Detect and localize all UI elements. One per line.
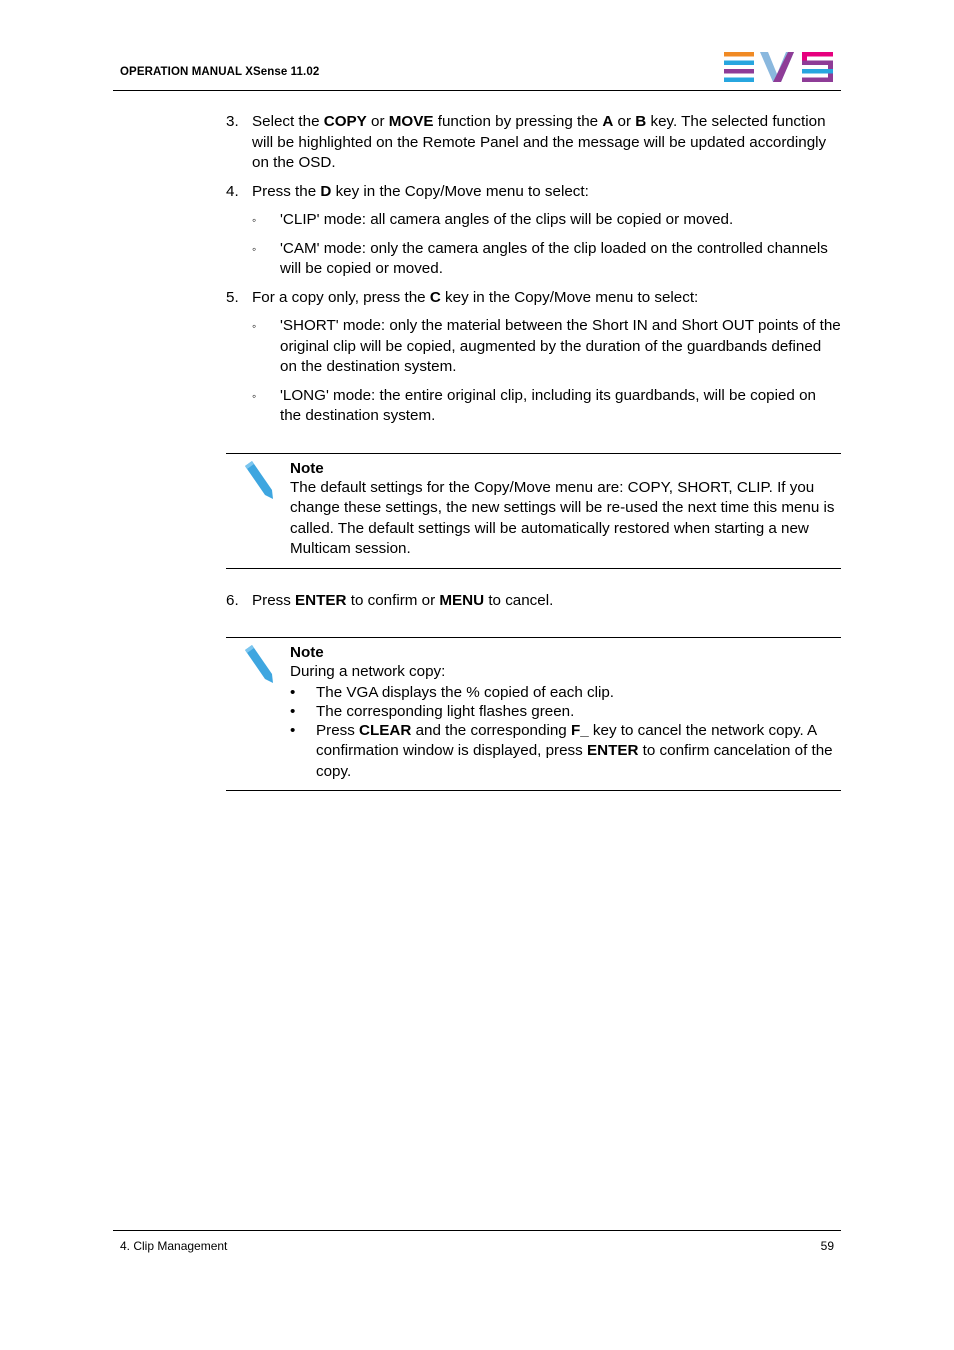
step-text: Press xyxy=(252,591,296,609)
step-6 xyxy=(226,591,841,612)
note-title: Note xyxy=(290,644,324,661)
step-3 xyxy=(226,112,841,174)
step-5 xyxy=(226,288,841,309)
key-c: C xyxy=(429,288,441,306)
key-b: B xyxy=(635,113,647,130)
bullet-dot: • xyxy=(290,702,296,720)
step-number: 5. xyxy=(226,288,239,306)
note-bullet-item xyxy=(290,702,841,721)
step-number: 6. xyxy=(226,591,239,609)
pencil-note-icon xyxy=(242,644,276,684)
chapter-label: 4. Clip Management xyxy=(120,1239,228,1253)
note-box-default-settings xyxy=(226,453,841,569)
note-item-text: The VGA displays the % copied of each clip. xyxy=(316,683,615,701)
sub-item-long-mode xyxy=(226,386,841,427)
note-item-text: key to cancel the network copy. A confirmation window is displayed, press xyxy=(316,721,817,759)
sub-item-text: 'CLIP' mode: all camera angles of the clips will be copied or moved. xyxy=(280,211,734,228)
sub-item-text: 'SHORT' mode: only the material between the Short IN and Short OUT points of the original clip will be copied, augmented by the duration of the guardbands defined on the destination system. xyxy=(280,317,841,375)
note-item-text: to confirm cancelation of the copy. xyxy=(316,742,833,780)
note-intro: During a network copy: xyxy=(290,663,446,680)
note-item-text: Press xyxy=(316,721,360,739)
key-clear: CLEAR xyxy=(359,721,412,739)
key-enter: ENTER xyxy=(586,742,639,759)
page-number: 59 xyxy=(820,1239,834,1253)
step-text: key in the Copy/Move menu to select: xyxy=(440,288,699,306)
document-title: OPERATION MANUAL XSense 11.02 xyxy=(120,66,320,78)
note-bullet-item xyxy=(290,683,841,702)
key-move: MOVE xyxy=(388,113,434,130)
sub-bullet: ◦ xyxy=(252,241,257,256)
pencil-note-icon xyxy=(242,460,276,500)
key-a: A xyxy=(602,113,614,130)
page-content xyxy=(226,112,841,813)
step-text: or xyxy=(366,113,389,130)
sub-bullet: ◦ xyxy=(252,319,257,333)
page-header xyxy=(113,50,841,91)
step-text: Press the xyxy=(252,182,321,200)
step-text: For a copy only, press the xyxy=(252,288,430,306)
sub-item-text: 'LONG' mode: the entire original clip, including its guardbands, will be copied on the destination system. xyxy=(280,386,816,424)
sub-item-text: 'CAM' mode: only the camera angles of the clip loaded on the controlled channels will be copied or moved. xyxy=(280,239,828,277)
sub-item-short-mode xyxy=(226,316,841,378)
step-text: or xyxy=(613,113,636,130)
evs-logo xyxy=(724,52,834,82)
note-text: The default settings for the Copy/Move menu are: COPY, SHORT, CLIP. If you change these settings, the new settings will be re-used the next time this menu is called. The default settings will be automatically restored when starting a new Multicam session. xyxy=(290,478,835,557)
step-4 xyxy=(226,182,841,203)
key-menu: MENU xyxy=(439,591,485,609)
bullet-dot: • xyxy=(290,721,296,739)
step-number: 4. xyxy=(226,182,239,200)
step-text: to cancel. xyxy=(484,591,554,609)
key-copy: COPY xyxy=(323,113,367,130)
note-title: Note xyxy=(290,459,324,477)
note-item-text: The corresponding light flashes green. xyxy=(316,702,575,720)
sub-item-clip-mode xyxy=(226,210,841,231)
step-text: key in the Copy/Move menu to select: xyxy=(331,182,589,200)
key-f: F_ xyxy=(570,721,589,739)
sub-bullet: ◦ xyxy=(252,213,257,227)
step-text: Select the xyxy=(252,113,324,130)
page-footer xyxy=(113,1230,841,1261)
step-text: key. The selected function will be highlighted on the Remote Panel and the message will be updated accordingly on the OSD. xyxy=(252,113,827,171)
step-text: to confirm or xyxy=(346,591,440,609)
note-box-network-copy xyxy=(226,637,841,791)
note-bullet-item xyxy=(290,721,841,783)
sub-bullet: ◦ xyxy=(252,388,257,403)
note-item-text: and the corresponding xyxy=(411,721,571,739)
step-text: function by pressing the xyxy=(433,113,603,130)
key-enter: ENTER xyxy=(295,591,347,609)
bullet-dot: • xyxy=(290,683,296,701)
sub-item-cam-mode xyxy=(226,239,841,280)
step-number: 3. xyxy=(226,113,239,130)
key-d: D xyxy=(320,182,332,200)
note-bullet-list xyxy=(290,683,841,783)
